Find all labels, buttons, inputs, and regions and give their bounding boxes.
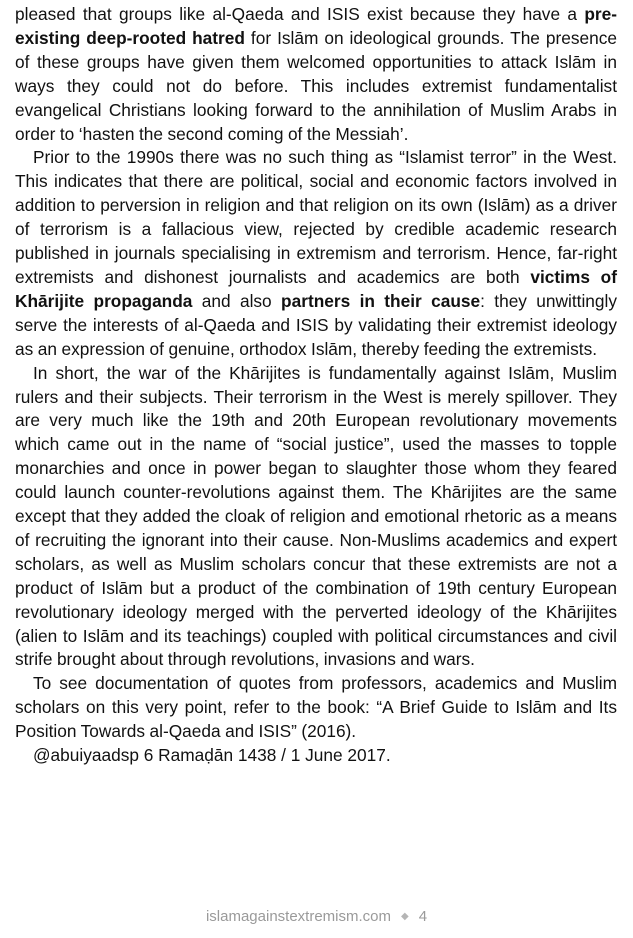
- paragraph-kharijites-war: [15, 362, 617, 673]
- signature-line: @abuiyaadsp 6 Ramaḍān 1438 / 1 June 2017.: [33, 745, 391, 766]
- paragraph-1-bold-a: pre-existing deep-rooted hatred: [15, 4, 617, 48]
- paragraph-3-text: In short, the war of the Khārijites is fundamentally against Islām, Muslim rulers and their subjects. Their terrorism in the West is merely spillover. They are very much like the 19th and 20th European revolutionary movements which came out in the name of “social justice”, used the masses to topple monarchies and once in power began to slaughter those whom they feared could launch counter-revolutions against them. The Khārijites are the same except that they added the cloak of religion and emotional rhetoric as a means of recruiting the ignorant into their cause. Non-Muslims academics and expert scholars, as well as Muslim scholars concur that these extremists are not a product of Islām but a product of the combination of 19th century European revolutionary ideology merged with the perverted ideology of the Khārijites (alien to Islām and its teachings) coupled with political circumstances and civil strife brought about through revolutions, invasions and wars.: [15, 362, 617, 670]
- paragraph-4-text: To see documentation of quotes from professors, academics and Muslim scholars on this very point, refer to the book: “A Brief Guide to Islām and Its Position Towards al-Qaeda and ISIS” (2016).: [15, 673, 617, 742]
- paragraph-1-text-b: for Islām on ideological grounds. The presence of these groups have given them welcomed opportunities to attack Islām in ways they could not do before. This includes extremist fundamentalist evangelical Christians looking forward to the annihilation of Muslim Arabs in order to ‘hasten the second coming of the Messiah’.: [15, 27, 617, 144]
- page-number: 4: [418, 908, 428, 925]
- paragraph-1-text-a: pleased that groups like al-Qaeda and ISIS exist because they have a: [15, 4, 585, 24]
- diamond-separator-icon: ◆: [401, 911, 409, 922]
- paragraph-2-text-c: : they unwittingly serve the interests of al-Qaeda and ISIS by validating their extremist ideology as an expression of genuine, orthodox Islām, thereby feeding the extremists.: [15, 290, 617, 359]
- paragraph-2-text-a: Prior to the 1990s there was no such thing as “Islamist terror” in the West. This indicates that there are political, social and economic factors involved in addition to perversion in religion and that religion on its own (Islām) as a driver of terrorism is a fallacious view, rejected by credible academic research published in journals specialising in extremism and terrorism. Hence, far-right extremists and dishonest journalists and academics are both: [15, 147, 617, 287]
- paragraph-continuation: [15, 3, 617, 146]
- footer-website-link[interactable]: islamagainstextremism.com: [205, 908, 391, 925]
- paragraph-documentation: [15, 672, 617, 744]
- paragraph-2-bold-b: partners in their cause: [281, 290, 481, 311]
- page-footer: [0, 908, 633, 925]
- paragraph-islamist-terror: [15, 146, 617, 361]
- document-body: [15, 3, 617, 768]
- paragraph-2-bold-a: victims of Khārijite propaganda: [15, 266, 617, 311]
- paragraph-2-text-b: and also: [192, 290, 282, 311]
